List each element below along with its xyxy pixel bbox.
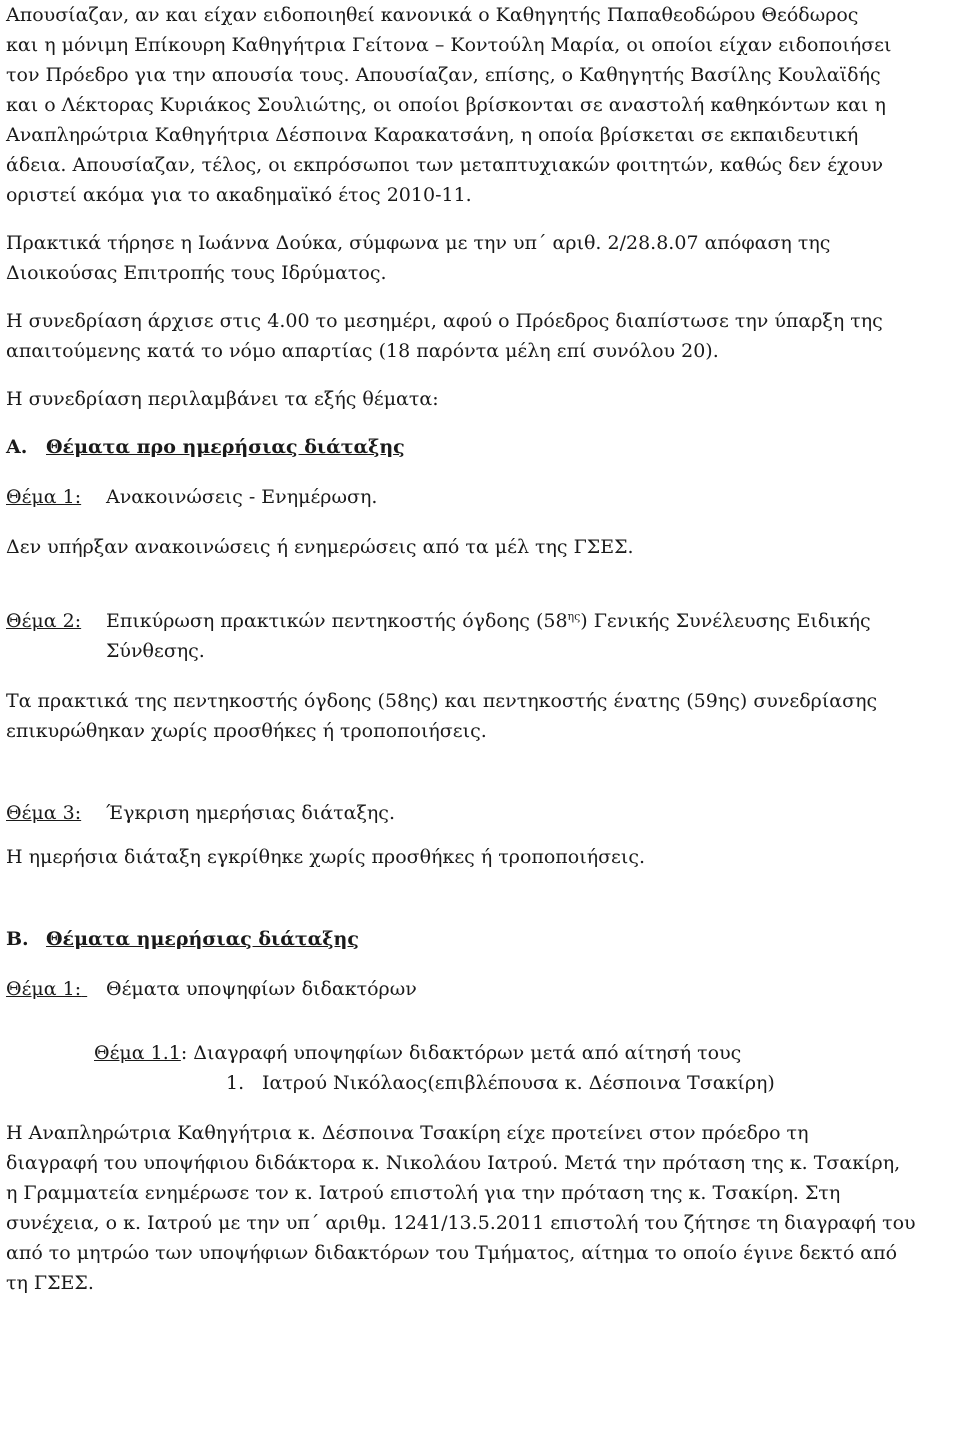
section-b-number: Β.: [6, 928, 29, 950]
topic-label: Θέμα 2:: [6, 610, 82, 632]
minutes-keeper-paragraph: [6, 228, 956, 288]
topic-label: Θέμα 3:: [6, 802, 82, 824]
topics-intro: Η συνεδρίαση περιλαμβάνει τα εξής θέματα:: [6, 388, 439, 410]
body-line-2: διαγραφή του υποψήφιου διδάκτορα κ. Νικολάου Ιατρού. Μετά την πρόταση της κ. Τσακίρη,: [6, 1152, 901, 1174]
topic-title: Έγκριση ημερήσιας διάταξης.: [106, 802, 395, 824]
minutes-keeper-line-1: Πρακτικά τήρησε η Ιωάννα Δούκα, σύμφωνα με την υπ΄ αριθ. 2/28.8.07 απόφαση της: [6, 232, 831, 254]
section-a-topic-1-body: Δεν υπήρξαν ανακοινώσεις ή ενημερώσεις από τα μέλ της ΓΣΕΣ.: [6, 536, 634, 558]
section-a-heading: [6, 432, 956, 462]
body-line-6: τη ΓΣΕΣ.: [6, 1272, 94, 1294]
subtopic-label: Θέμα 1.1: [94, 1042, 181, 1064]
quorum-line-2: απαιτούμενης κατά το νόμο απαρτίας (18 παρόντα μέλη επί συνόλου 20).: [6, 340, 719, 362]
body-line-4: συνέχεια, ο κ. Ιατρού με την υπ΄ αριθμ. 1241/13.5.2011 επιστολή του ζήτησε τη διαγραφή του: [6, 1212, 916, 1234]
topic-title: [106, 606, 956, 666]
body-line-5: από το μητρώο των υποψήφιων διδακτόρων του Τμήματος, αίτημα το οποίο έγινε δεκτό από: [6, 1242, 898, 1264]
section-b-topic-1: [6, 974, 956, 1004]
absence-line-3: τον Πρόεδρο για την απουσία τους. Απουσίαζαν, επίσης, ο Καθηγητής Βασίλης Κουλαϊδής: [6, 64, 881, 86]
absence-line-2: και η μόνιμη Επίκουρη Καθηγήτρια Γείτονα – Κοντούλη Μαρία, οι οποίοι είχαν ειδοποιήσει: [6, 34, 892, 56]
document-page: [6, 0, 956, 1298]
topic-title-part-1: Επικύρωση πρακτικών πεντηκοστής όγδοης (58: [106, 610, 568, 632]
body-line-3: η Γραμματεία ενημέρωσε τον κ. Ιατρού επιστολή για την πρόταση της κ. Τσακίρη. Στη: [6, 1182, 841, 1204]
topic-body-line-1: Τα πρακτικά της πεντηκοστής όγδοης (58ης) και πεντηκοστής ένατης (59ης) συνεδρίασης: [6, 690, 878, 712]
section-a-topic-2-body: [6, 686, 956, 746]
topic-title-part-2: ) Γενικής Συνέλευσης Ειδικής: [580, 610, 871, 632]
topic-title: Ανακοινώσεις - Ενημέρωση.: [106, 486, 378, 508]
section-b-body-paragraph: [6, 1118, 956, 1298]
section-a-number: Α.: [6, 436, 28, 458]
section-a-topic-3-body: Η ημερήσια διάταξη εγκρίθηκε χωρίς προσθήκες ή τροποποιήσεις.: [6, 846, 646, 868]
list-item-text: Ιατρού Νικόλαος(επιβλέπουσα κ. Δέσποινα Τσακίρη): [262, 1072, 775, 1094]
topic-label-text: Θέμα 1:: [6, 978, 82, 1000]
ordinal-suffix: ης: [567, 610, 581, 623]
body-line-1: Η Αναπληρώτρια Καθηγήτρια κ. Δέσποινα Τσακίρη είχε προτείνει στον πρόεδρο τη: [6, 1122, 809, 1144]
absence-line-6: άδεια. Απουσίαζαν, τέλος, οι εκπρόσωποι των μεταπτυχιακών φοιτητών, καθώς δεν έχουν: [6, 154, 884, 176]
section-b-title: Θέματα ημερήσιας διάταξης: [46, 928, 359, 950]
label-underline-gap: [81, 974, 89, 1004]
section-b-subtopic-1-1: [6, 1038, 956, 1068]
list-item-number: 1.: [226, 1072, 245, 1094]
subtopic-title: : Διαγραφή υποψηφίων διδακτόρων μετά από αίτησή τους: [180, 1042, 742, 1064]
candidate-list-item: [6, 1068, 956, 1098]
topic-title-line-2: Σύνθεσης.: [106, 640, 205, 662]
section-a-topic-1: [6, 482, 956, 512]
absence-line-4: και ο Λέκτορας Κυριάκος Σουλιώτης, οι οποίοι βρίσκονται σε αναστολή καθηκόντων και η: [6, 94, 886, 116]
absence-paragraph: [6, 0, 956, 210]
topic-label: Θέμα 1:: [6, 486, 82, 508]
section-a-topic-2: [6, 606, 956, 666]
quorum-line-1: Η συνεδρίαση άρχισε στις 4.00 το μεσημέρι, αφού ο Πρόεδρος διαπίστωσε την ύπαρξη της: [6, 310, 883, 332]
absence-line-5: Αναπληρώτρια Καθηγήτρια Δέσποινα Καρακατσάνη, η οποία βρίσκεται σε εκπαιδευτική: [6, 124, 859, 146]
section-b-heading: [6, 924, 956, 954]
section-a-title: Θέματα προ ημερήσιας διάταξης: [46, 436, 405, 458]
absence-line-1: Απουσίαζαν, αν και είχαν ειδοποιηθεί κανονικά ο Καθηγητής Παπαθεοδώρου Θεόδωρος: [6, 4, 859, 26]
quorum-paragraph: [6, 306, 956, 366]
topic-body-line-2: επικυρώθηκαν χωρίς προσθήκες ή τροποποιήσεις.: [6, 720, 487, 742]
topic-label: [6, 974, 89, 1004]
absence-line-7: οριστεί ακόμα για το ακαδημαϊκό έτος 2010-11.: [6, 184, 472, 206]
minutes-keeper-line-2: Διοικούσας Επιτροπής τους Ιδρύματος.: [6, 262, 387, 284]
topic-title: Θέματα υποψηφίων διδακτόρων: [106, 978, 417, 1000]
section-a-topic-3: [6, 798, 956, 828]
